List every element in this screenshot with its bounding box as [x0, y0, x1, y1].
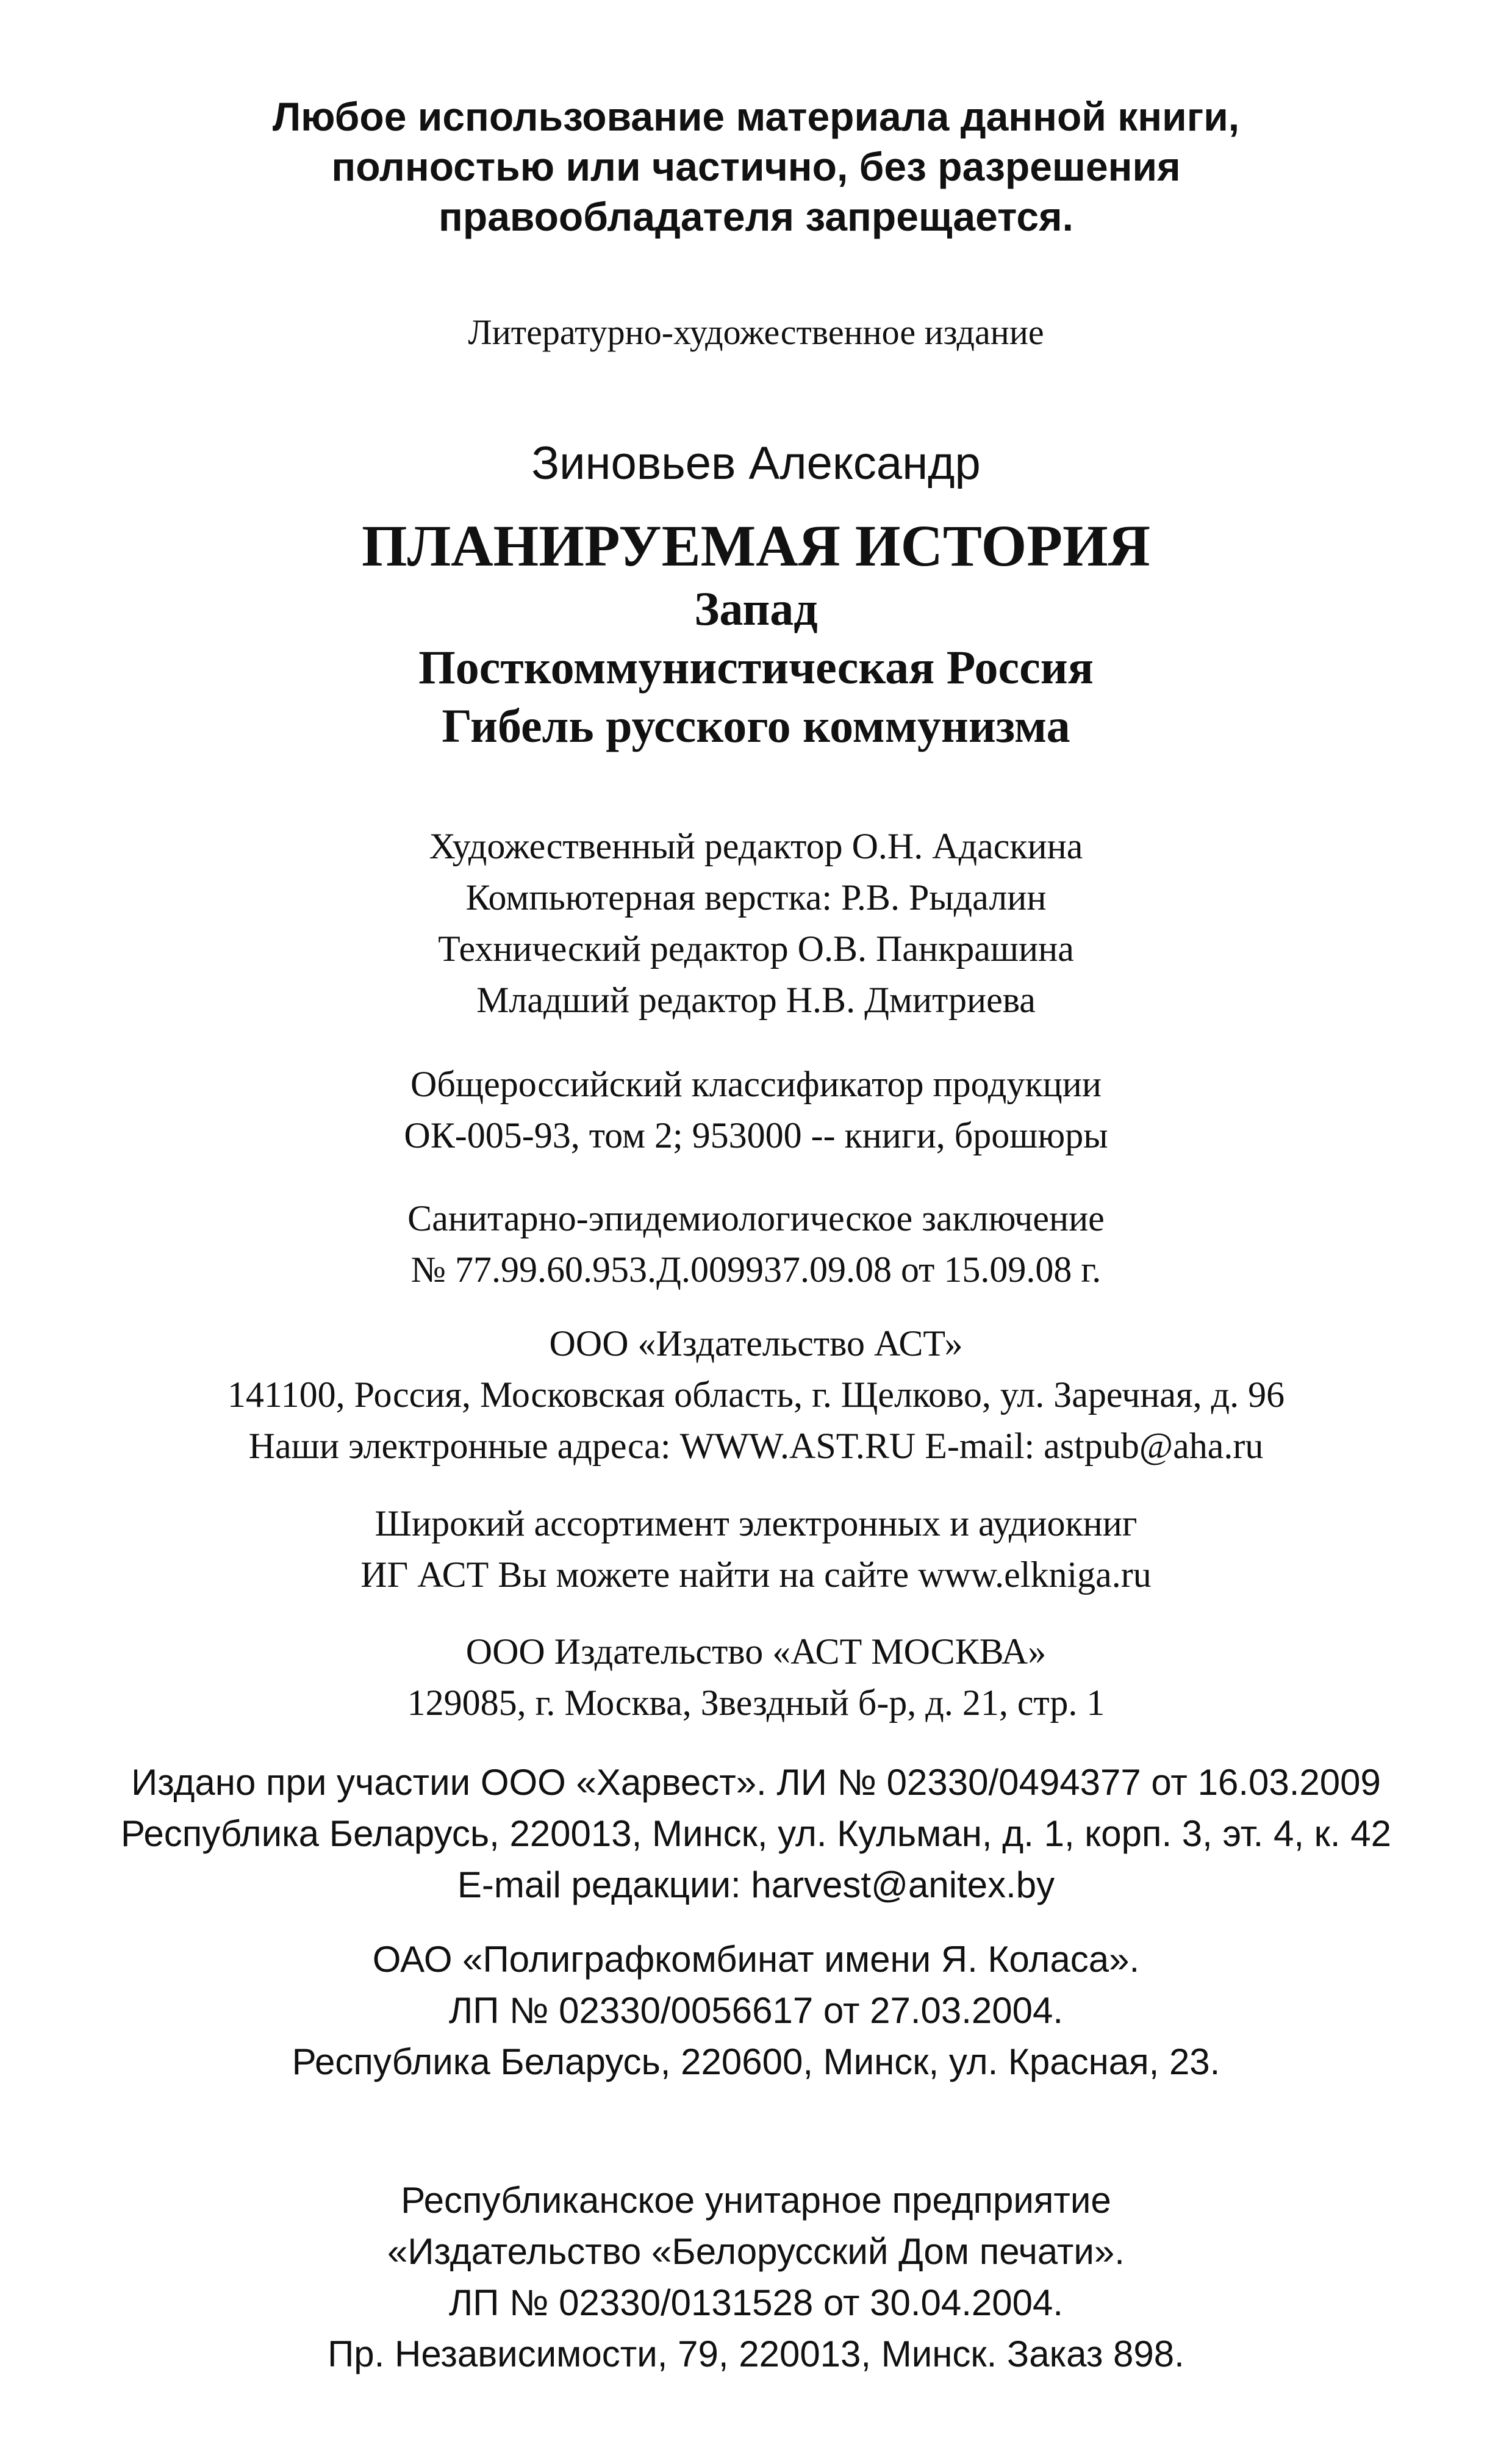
sanitary-line: Санитарно-эпидемиологическое заключение — [407, 1198, 1105, 1238]
printer-line: Республика Беларусь, 220600, Минск, ул. Красная, 23. — [292, 2041, 1220, 2082]
edition-type — [0, 311, 1512, 354]
sanitary-line: № 77.99.60.953.Д.009937.09.08 от 15.09.08 г. — [410, 1249, 1102, 1290]
publisher-ast — [0, 1318, 1512, 1472]
book-subtitle: Гибель русского коммунизма — [442, 699, 1070, 752]
printer-line: Пр. Независимости, 79, 220013, Минск. Заказ 898. — [328, 2334, 1184, 2374]
publisher-ast-moscow — [0, 1626, 1512, 1728]
copyright-line: Любое использование материала данной книги, — [272, 94, 1240, 139]
editor-credit: Технический редактор О.В. Панкрашина — [438, 929, 1074, 969]
book-subtitle: Посткоммунистическая Россия — [418, 641, 1094, 694]
printer-line: ОАО «Полиграфкомбинат имени Я. Коласа». — [372, 1939, 1140, 1980]
editor-credit: Художественный редактор О.Н. Адаскина — [429, 826, 1083, 866]
harvest-info — [0, 1757, 1512, 1911]
publisher-line: ООО «Издательство АСТ» — [549, 1323, 963, 1364]
copyright-line: правообладателя запрещается. — [439, 194, 1073, 239]
harvest-line: Издано при участии ООО «Харвест». ЛИ № 02330/0494377 от 16.03.2009 — [131, 1762, 1381, 1803]
publisher-line: Наши электронные адреса: WWW.AST.RU E-mail: astpub@aha.ru — [248, 1426, 1264, 1466]
book-subtitle: Запад — [694, 582, 818, 635]
ebooks-line: ИГ АСТ Вы можете найти на сайте www.elkniga.ru — [360, 1554, 1152, 1595]
publisher-line: 129085, г. Москва, Звездный б-р, д. 21, стр. 1 — [407, 1683, 1105, 1723]
printing-house-kolas — [0, 1934, 1512, 2088]
copyright-line: полностью или частично, без разрешения — [331, 144, 1181, 189]
editors-credits — [0, 821, 1512, 1026]
printer-line: Республиканское унитарное предприятие — [401, 2180, 1111, 2221]
printer-line: ЛП № 02330/0131528 от 30.04.2004. — [448, 2282, 1064, 2323]
product-classifier — [0, 1058, 1512, 1161]
publisher-line: ООО Издательство «АСТ МОСКВА» — [465, 1631, 1047, 1672]
author — [0, 436, 1512, 491]
printer-line: ЛП № 02330/0056617 от 27.03.2004. — [448, 1990, 1064, 2031]
editor-credit: Младший редактор Н.В. Дмитриева — [476, 980, 1036, 1020]
book-title: ПЛАНИРУЕМАЯ ИСТОРИЯ — [362, 513, 1150, 578]
author-name: Зиновьев Александр — [531, 437, 981, 489]
editor-credit: Компьютерная верстка: Р.В. Рыдалин — [465, 877, 1047, 918]
harvest-line: Республика Беларусь, 220013, Минск, ул. Кульман, д. 1, корп. 3, эт. 4, к. 42 — [120, 1813, 1392, 1854]
printer-line: «Издательство «Белорусский Дом печати». — [387, 2231, 1125, 2272]
ebooks-line: Широкий ассортимент электронных и аудиокниг — [374, 1503, 1138, 1543]
classifier-line: Общероссийский классификатор продукции — [410, 1064, 1102, 1104]
book-titles — [0, 512, 1512, 755]
copyright-notice — [0, 92, 1512, 242]
sanitary-conclusion — [0, 1193, 1512, 1295]
ebooks-notice — [0, 1498, 1512, 1600]
edition-type-text: Литературно-художественное издание — [468, 312, 1044, 352]
publisher-line: 141100, Россия, Московская область, г. Щелково, ул. Заречная, д. 96 — [227, 1375, 1285, 1415]
classifier-line: ОК-005-93, том 2; 953000 -- книги, брошюры — [404, 1115, 1108, 1155]
belarus-print-house — [0, 2175, 1512, 2380]
harvest-line: E-mail редакции: harvest@anitex.by — [457, 1864, 1055, 1905]
